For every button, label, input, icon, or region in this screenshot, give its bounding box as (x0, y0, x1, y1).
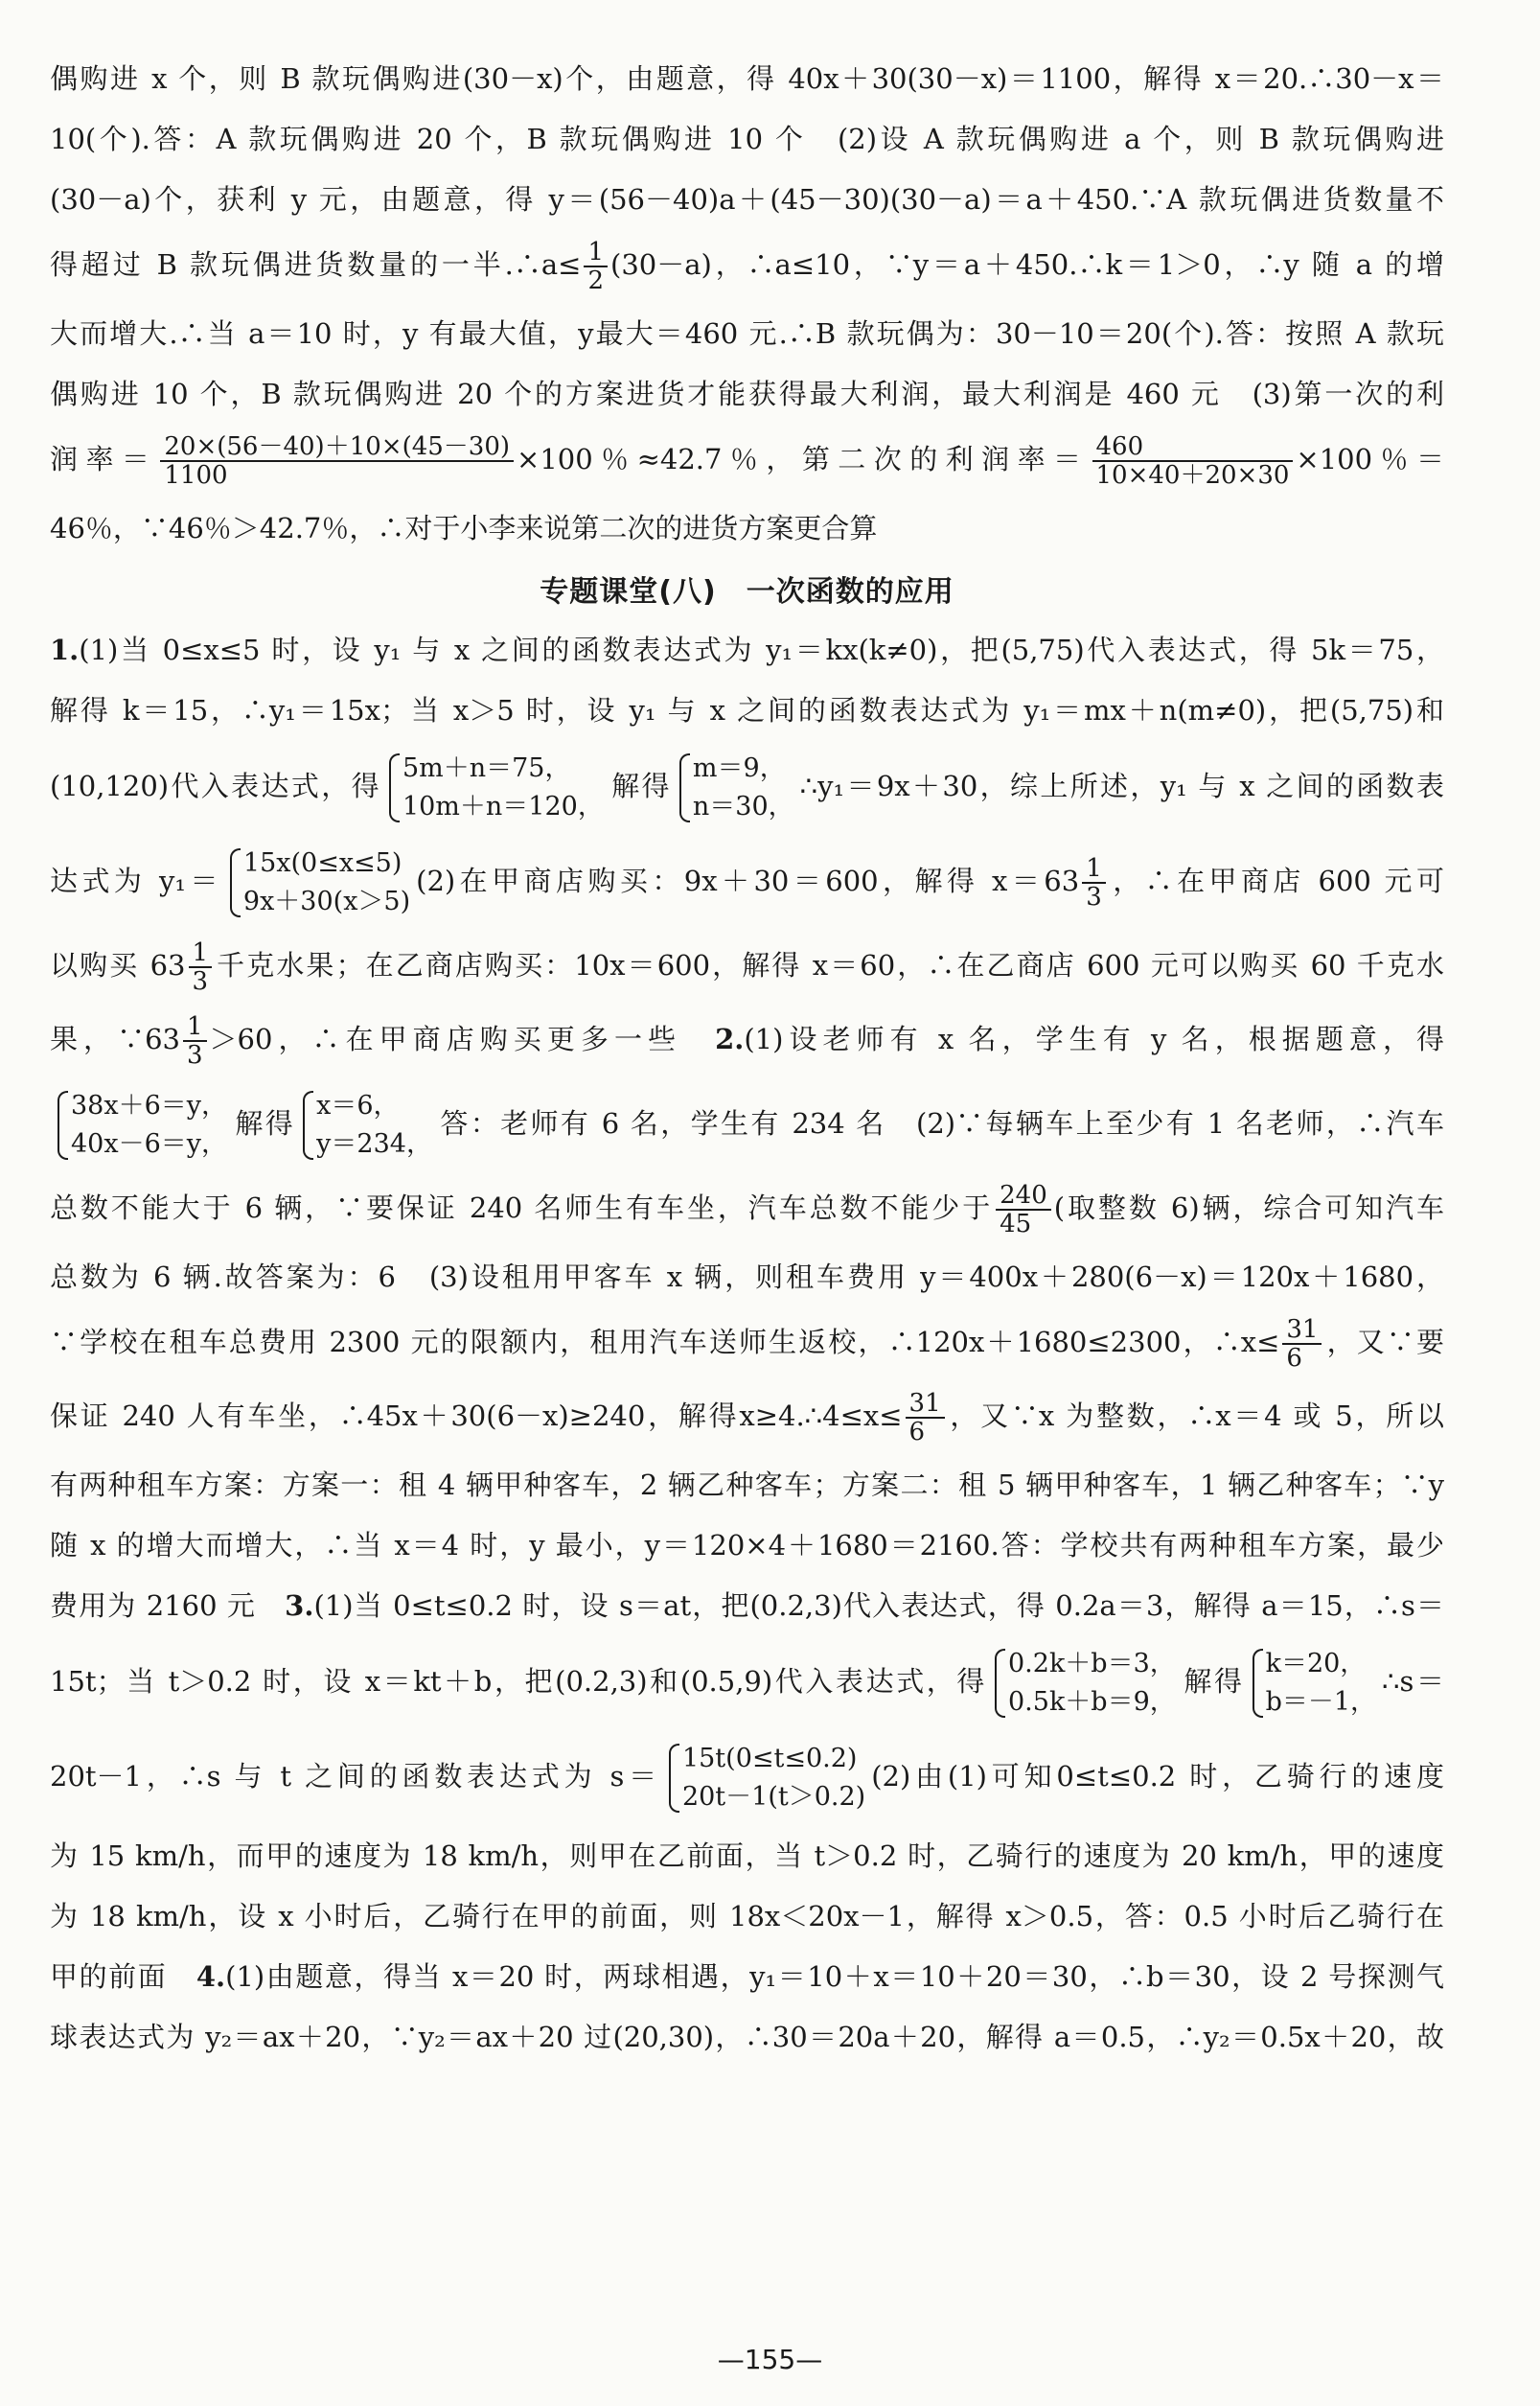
piecewise-function: 15x(0≤x≤5) 9x＋30(x＞5) (228, 844, 410, 921)
text-line: 达式为 y₁＝ 15x(0≤x≤5) 9x＋30(x＞5) (2)在甲商店购买：9x＋30＝600，解得 x＝63 $\frac{1}{3}$ ，∴在甲商店 600 元可 (50, 844, 1444, 921)
equation-system: 5m＋n＝75， 10m＋n＝120， (387, 750, 604, 826)
fraction: $\frac{1}{3}$ (1082, 855, 1106, 911)
text-line: 以购买 63 $\frac{1}{3}$ 千克水果；在乙商店购买：10x＝600，解得 x＝60，∴在乙商店 600 元可以购买 60 千克水 (50, 938, 1444, 996)
text-line: 总数为 6 辆.故答案为：6 (3)设租用甲客车 x 辆，则租车费用 y＝400x＋280(6－x)＝120x＋1680， (50, 1261, 1445, 1293)
text-line: 有两种租车方案：方案一：租 4 辆甲种客车，2 辆乙种客车；方案二：租 5 辆甲种客车，1 辆乙种客车；∵y (50, 1469, 1444, 1501)
question-number: 1. (50, 634, 80, 666)
text-line: 10(个).答：A 款玩偶购进 20 个，B 款玩偶购进 10 个 (2)设 A 款玩偶购进 a 个，则 B 款玩偶购进 (50, 123, 1444, 155)
equation-system: x＝6， y＝234， (301, 1087, 432, 1164)
text-line: 46％，∵46％＞42.7％，∴对于小李来说第二次的进货方案更合算 (50, 512, 878, 544)
fraction: $\frac{240}{45}$ (996, 1182, 1051, 1238)
text-line: 果，∵63 $\frac{1}{3}$ ＞60，∴在甲商店购买更多一些 2.(1)设老师有 x 名，学生有 y 名，根据题意，得 (50, 1012, 1444, 1070)
text-line: 得超过 B 款玩偶进货数量的一半.∴a≤ $\frac{1}{2}$ (30－a)，∴a≤10，∵y＝a＋450.∴k＝1＞0，∴y 随 a 的增 (50, 238, 1444, 295)
question-number: 3. (285, 1589, 314, 1622)
section-heading: 专题课堂(八) 一次函数的应用 (540, 575, 954, 609)
fraction: $\frac{1}{2}$ (584, 239, 608, 294)
text-line: (30－a)个，获利 y 元，由题意，得 y＝(56－40)a＋(45－30)(30－a)＝a＋450.∵A 款玩偶进货数量不 (50, 183, 1444, 216)
text-line: 15t；当 t＞0.2 时，设 x＝kt＋b，把(0.2,3)和(0.5,9)代入表达式，得 0.2k＋b＝3， 0.5k＋b＝9， 解得 k＝20， b＝－1， ∴s＝ (50, 1645, 1444, 1722)
text-line: 解得 k＝15，∴y₁＝15x；当 x＞5 时，设 y₁ 与 x 之间的函数表达式为 y₁＝mx＋n(m≠0)，把(5,75)和 (50, 694, 1444, 727)
question-number: 2. (715, 1023, 745, 1055)
text-line: 总数不能大于 6 辆，∵要保证 240 名师生有车坐，汽车总数不能少于 $\frac{240}{45}$ (取整数 6)辆，综合可知汽车 (50, 1181, 1444, 1238)
equation-system: 38x＋6＝y， 40x－6＝y， (56, 1087, 227, 1164)
fraction: $\frac{460}{10\times 40+20\times 30}$ (1092, 433, 1294, 489)
fraction: $\frac{20\times(56-40)+10\times(45-30)}{1100}$ (160, 433, 514, 489)
piecewise-function: 15t(0≤t≤0.2) 20t－1(t＞0.2) (667, 1740, 865, 1816)
equation-system: m＝9， n＝30， (678, 750, 794, 826)
text-line: 润率＝ $\frac{20\times(56-40)+10\times(45-30)}{1100}$ ×100％≈42.7％，第二次的利润率＝ $\frac{460}{10\times 40+20\times 30}$ ×100％＝ (50, 432, 1444, 490)
answers-section (50, 629, 1444, 2058)
text-line: 球表达式为 y₂＝ax＋20，∵y₂＝ax＋20 过(20,30)，∴30＝20a＋20，解得 a＝0.5，∴y₂＝0.5x＋20，故 (50, 2021, 1444, 2053)
text-line: 38x＋6＝y， 40x－6＝y， 解得 x＝6， y＝234， 答：老师有 6 名，学生有 234 名 (2)∵每辆车上至少有 1 名老师，∴汽车 (50, 1087, 1444, 1164)
text-line: 为 18 km/h，设 x 小时后，乙骑行在甲的前面，则 18x＜20x－1，解得 x＞0.5，答：0.5 小时后乙骑行在 (50, 1900, 1444, 1932)
text-line: 保证 240 人有车坐，∴45x＋30(6－x)≥240，解得x≥4.∴4≤x≤ $\frac{31}{6}$ ，又∵x 为整数，∴x＝4 或 5，所以 (50, 1389, 1444, 1446)
text-line: 大而增大.∴当 a＝10 时，y 有最大值，y最大＝460 元.∴B 款玩偶为：30－10＝20(个).答：按照 A 款玩 (50, 317, 1444, 350)
text-line: ∵学校在租车总费用 2300 元的限额内，租用汽车送师生返校，∴120x＋1680≤2300，∴x≤ $\frac{31}{6}$ ，又∵要 (50, 1315, 1444, 1373)
text-line: 甲的前面 4.(1)由题意，得当 x＝20 时，两球相遇，y₁＝10＋x＝10＋20＝30，∴b＝30，设 2 号探测气 (50, 1960, 1444, 1993)
text-line: 20t－1，∴s 与 t 之间的函数表达式为 s＝ 15t(0≤t≤0.2) 20t－1(t＞0.2) (2)由(1)可知0≤t≤0.2 时，乙骑行的速度 (50, 1740, 1444, 1816)
equation-system: k＝20， b＝－1， (1251, 1645, 1376, 1722)
equation-system: 0.2k＋b＝3， 0.5k＋b＝9， (993, 1645, 1176, 1722)
text-line: 偶购进 10 个，B 款玩偶购进 20 个的方案进货才能获得最大利润，最大利润是 460 元 (3)第一次的利 (50, 378, 1444, 410)
text-line: 为 15 km/h，而甲的速度为 18 km/h，则甲在乙前面，当 t＞0.2 时，乙骑行的速度为 20 km/h，甲的速度 (50, 1839, 1444, 1872)
text-line: (10,120)代入表达式，得 5m＋n＝75， 10m＋n＝120， 解得 m＝9， n＝30， ∴y₁＝9x＋30，综上所述，y₁ 与 x 之间的函数表 (50, 750, 1444, 826)
text-line: 随 x 的增大而增大，∴当 x＝4 时，y 最小，y＝120×4＋1680＝2160.答：学校共有两种租车方案，最少 (50, 1529, 1444, 1562)
fraction: $\frac{31}{6}$ (1282, 1316, 1322, 1372)
text-line: 费用为 2160 元 3.(1)当 0≤t≤0.2 时，设 s＝at，把(0.2,3)代入表达式，得 0.2a＝3，解得 a＝15，∴s＝ (50, 1589, 1444, 1622)
page-number: —155— (717, 2344, 823, 2375)
text-line: 1.(1)当 0≤x≤5 时，设 y₁ 与 x 之间的函数表达式为 y₁＝kx(k≠0)，把(5,75)代入表达式，得 5k＝75， (50, 634, 1444, 666)
prev-answer-continuation (50, 58, 1444, 549)
question-number: 4. (195, 1960, 226, 1993)
fraction: $\frac{1}{3}$ (183, 1013, 207, 1069)
fraction: $\frac{1}{3}$ (189, 939, 213, 995)
text-line: 偶购进 x 个，则 B 款玩偶购进(30－x)个，由题意，得 40x＋30(30－x)＝1100，解得 x＝20.∴30－x＝ (50, 62, 1444, 95)
fraction: $\frac{31}{6}$ (906, 1390, 945, 1446)
